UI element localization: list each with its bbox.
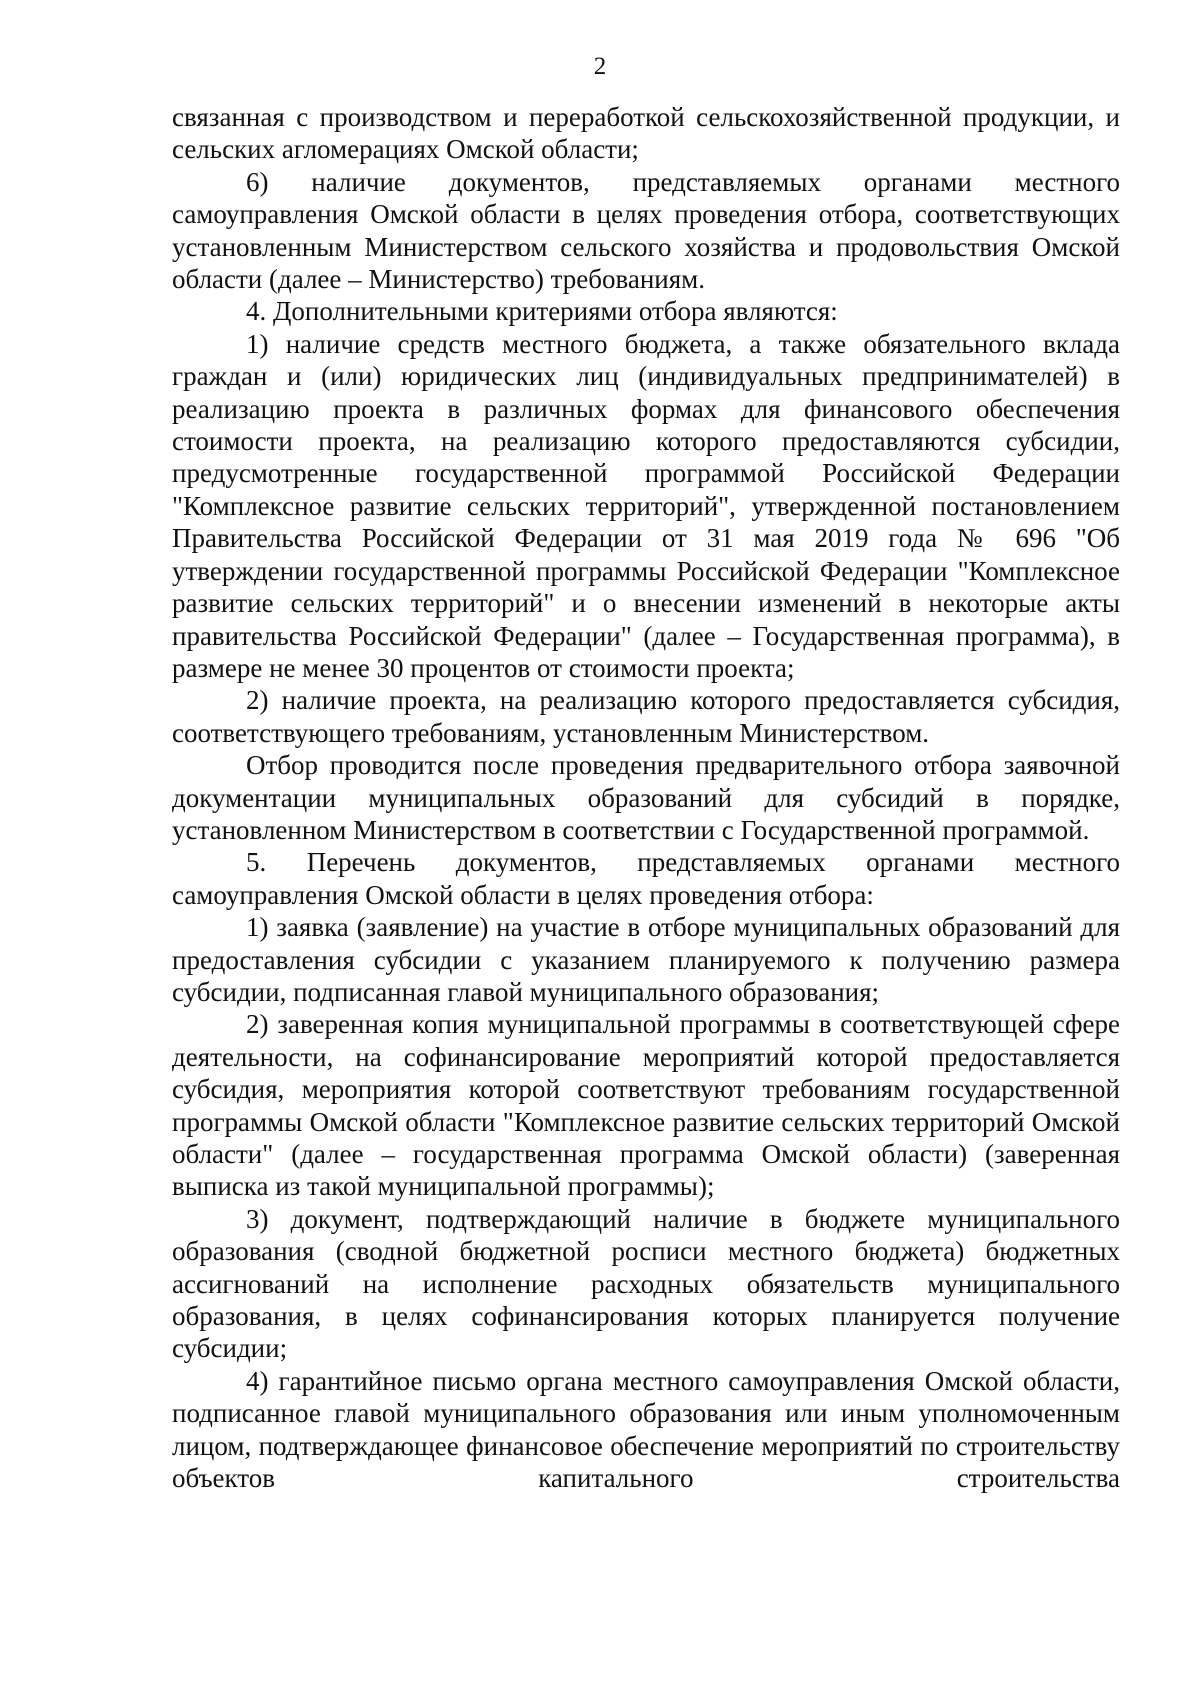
paragraph-section-5-item-2: 2) заверенная копия муниципальной программы в соответствующей сфере деятельности, на софинансирование мероприятий которой предоставляется субсидия, мероприятия которой соответствуют требованиям государственной программы Омской области "Комплексное развитие сельских территорий Омской области" (далее – государственная программа Омской области) (заверенная выписка из такой муниципальной программы); [172, 1009, 1120, 1202]
paragraph-section-4-item-1: 1) наличие средств местного бюджета, а также обязательного вклада граждан и (или) юридических лиц (индивидуальных предпринимателей) в реализацию проекта в различных формах для финансового обеспечения стоимости проекта, на реализацию которого предоставляются субсидии, предусмотренные государственной программой Российской Федерации "Комплексное развитие сельских территорий", утвержденной постановлением Правительства Российской Федерации от 31 мая 2019 года № 696 "Об утверждении государственной программы Российской Федерации "Комплексное развитие сельских территорий" и о внесении изменений в некоторые акты правительства Российской Федерации" (далее – Государственная программа), в размере не менее 30 процентов от стоимости проекта; [172, 328, 1120, 683]
paragraph-selection-procedure: Отбор проводится после проведения предварительного отбора заявочной документации муниципальных образований для субсидий в порядке, установленном Министерством в соответствии с Государственной программой. [172, 750, 1120, 845]
paragraph-continuation: связанная с производством и переработкой сельскохозяйственной продукции, и сельских агломерациях Омской области; [172, 102, 1120, 165]
document-body [172, 101, 1120, 1494]
paragraph-item-6: 6) наличие документов, представляемых органами местного самоуправления Омской области в целях проведения отбора, соответствующих установленным Министерством сельского хозяйства и продовольствия Омской области (далее – Министерство) требованиям. [172, 166, 1120, 295]
paragraph-section-5-item-4: 4) гарантийное письмо органа местного самоуправления Омской области, подписанное главой муниципального образования или иным уполномоченным лицом, подтверждающее финансовое обеспечение мероприятий по строительству объектов капитального строительства [172, 1365, 1120, 1494]
paragraph-section-5-item-3: 3) документ, подтверждающий наличие в бюджете муниципального образования (сводной бюджетной росписи местного бюджета) бюджетных ассигнований на исполнение расходных обязательств муниципального образования, в целях софинансирования которых планируется получение субсидии; [172, 1203, 1120, 1364]
paragraph-section-4-item-2: 2) наличие проекта, на реализацию которого предоставляется субсидия, соответствующего требованиям, установленным Министерством. [172, 685, 1120, 748]
paragraph-section-5-item-1: 1) заявка (заявление) на участие в отборе муниципальных образований для предоставления субсидии с указанием планируемого к получению размера субсидии, подписанная главой муниципального образования; [172, 912, 1120, 1007]
paragraph-section-5: 5. Перечень документов, представляемых органами местного самоуправления Омской области в целях проведения отбора: [172, 847, 1120, 910]
page-number: 2 [593, 53, 607, 80]
paragraph-section-4: 4. Дополнительными критериями отбора являются: [246, 296, 838, 327]
